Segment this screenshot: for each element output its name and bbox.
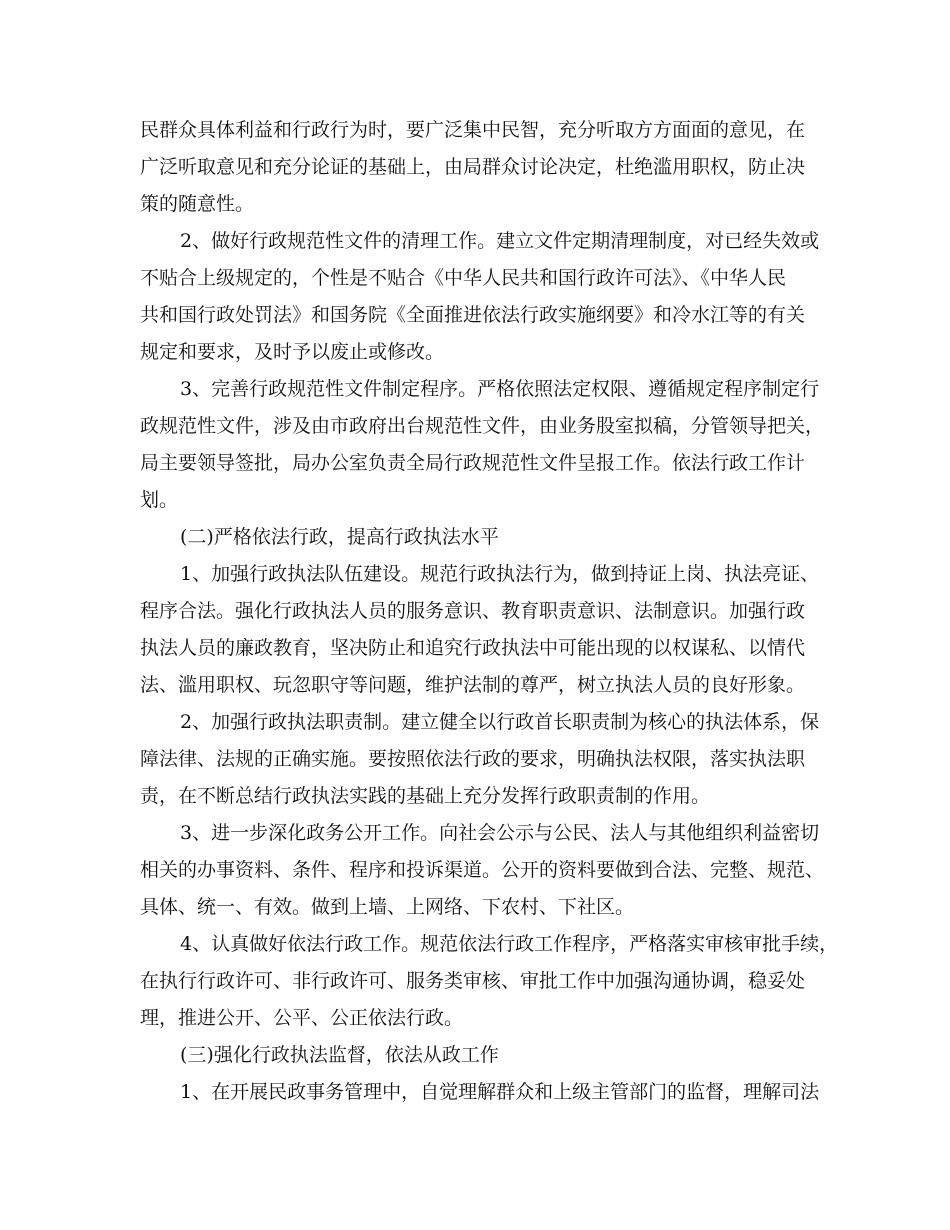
paragraph-line: 政规范性文件，涉及由市政府出台规范性文件，由业务股室拟稿，分管领导把关， <box>140 415 825 437</box>
paragraph-line: 4、认真做好依法行政工作。规范依法行政工作程序，严格落实审核审批手续， <box>180 933 839 955</box>
paragraph-line: 相关的办事资料、条件、程序和投诉渠道。公开的资料要做到合法、完整、规范、 <box>140 859 825 881</box>
document-body <box>140 112 839 1111</box>
paragraph-line: 局主要领导签批，局办公室负责全局行政规范性文件呈报工作。依法行政工作计 <box>140 452 806 474</box>
paragraph-line: 1、加强行政执法队伍建设。规范行政执法行为，做到持证上岗、执法亮证、 <box>180 563 820 585</box>
paragraph-line: 责，在不断总结行政执法实践的基础上充分发挥行政职责制的作用。 <box>140 785 711 807</box>
paragraph-line: 在执行行政许可、非行政许可、服务类审核、审批工作中加强沟通协调，稳妥处 <box>140 970 806 992</box>
paragraph-line: 障法律、法规的正确实施。要按照依法行政的要求，明确执法权限，落实执法职 <box>140 748 806 770</box>
paragraph-line: 策的随意性。 <box>140 193 255 215</box>
paragraph-line: 具体、统一、有效。做到上墙、上网络、下农村、下社区。 <box>140 896 635 918</box>
paragraph-line: 民群众具体利益和行政行为时，要广泛集中民智，充分听取方方面面的意见，在 <box>140 119 806 141</box>
section-heading: (三)强化行政执法监督，依法从政工作 <box>180 1044 499 1066</box>
paragraph-line: 2、做好行政规范性文件的清理工作。建立文件定期清理制度，对已经失效或 <box>180 230 820 252</box>
paragraph-line: 广泛听取意见和充分论证的基础上，由局群众讨论决定，杜绝滥用职权，防止决 <box>140 156 806 178</box>
paragraph-line: 3、进一步深化政务公开工作。向社会公示与公民、法人与其他组织利益密切 <box>180 822 820 844</box>
paragraph-line: 共和国行政处罚法》和国务院《全面推进依法行政实施纲要》和冷水江等的有关 <box>140 304 806 326</box>
paragraph-line: 3、完善行政规范性文件制定程序。严格依照法定权限、遵循规定程序制定行 <box>180 378 820 400</box>
paragraph-line: 理，推进公开、公平、公正依法行政。 <box>140 1007 464 1029</box>
paragraph-line: 划。 <box>140 489 179 511</box>
paragraph-line: 规定和要求，及时予以废止或修改。 <box>140 341 445 363</box>
paragraph-line: 2、加强行政执法职责制。建立健全以行政首长职责制为核心的执法体系，保 <box>180 711 820 733</box>
paragraph-line: 法、滥用职权、玩忽职守等问题，维护法制的尊严，树立执法人员的良好形象。 <box>140 674 806 696</box>
paragraph-line: 不贴合上级规定的，个性是不贴合《中华人民共和国行政许可法》、《中华人民 <box>140 267 787 289</box>
paragraph-line: 程序合法。强化行政执法人员的服务意识、教育职责意识、法制意识。加强行政 <box>140 600 806 622</box>
paragraph-line: 1、在开展民政事务管理中，自觉理解群众和上级主管部门的监督，理解司法 <box>180 1081 820 1103</box>
section-heading: (二)严格依法行政，提高行政执法水平 <box>180 526 499 548</box>
paragraph-line: 执法人员的廉政教育，坚决防止和追究行政执法中可能出现的以权谋私、以情代 <box>140 637 806 659</box>
